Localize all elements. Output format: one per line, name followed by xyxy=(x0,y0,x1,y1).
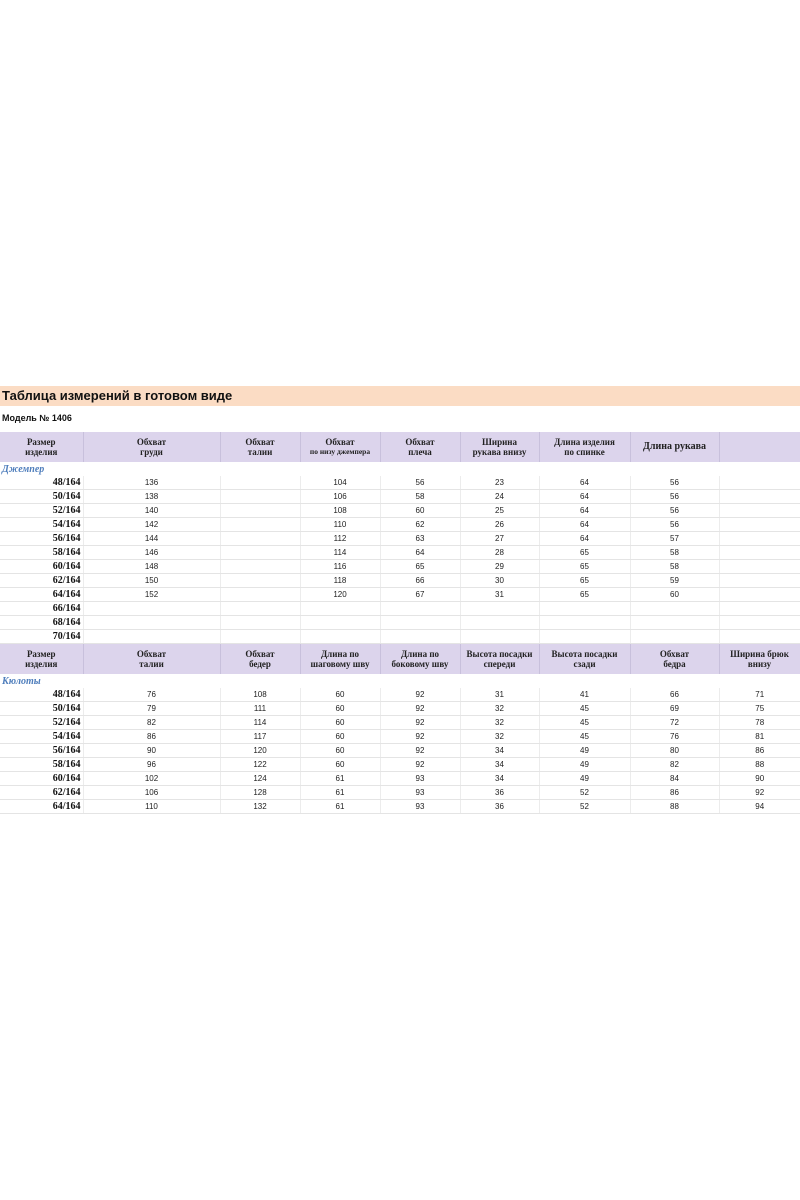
value-cell xyxy=(719,518,800,532)
table-row xyxy=(0,476,800,490)
culottes-header-cell xyxy=(719,644,800,675)
value-cell: 41 xyxy=(539,688,630,702)
value-cell xyxy=(300,602,380,616)
value-cell: 60 xyxy=(300,702,380,716)
value-cell xyxy=(719,532,800,546)
value-cell: 110 xyxy=(83,800,220,814)
culottes-header-cell xyxy=(630,644,719,675)
value-cell: 75 xyxy=(719,702,800,716)
value-cell: 124 xyxy=(220,772,300,786)
value-cell: 92 xyxy=(380,716,460,730)
culottes-header-cell xyxy=(0,644,83,675)
value-cell: 64 xyxy=(539,518,630,532)
value-cell: 128 xyxy=(220,786,300,800)
value-cell: 108 xyxy=(220,688,300,702)
value-cell: 104 xyxy=(300,476,380,490)
value-cell: 61 xyxy=(300,800,380,814)
value-cell xyxy=(539,602,630,616)
value-cell: 64 xyxy=(539,490,630,504)
culottes-header-line: боковому шву xyxy=(391,659,449,669)
jumper-header-row xyxy=(0,432,800,462)
value-cell: 110 xyxy=(300,518,380,532)
value-cell: 80 xyxy=(630,744,719,758)
value-cell: 27 xyxy=(460,532,539,546)
value-cell xyxy=(220,504,300,518)
value-cell: 71 xyxy=(719,688,800,702)
value-cell xyxy=(380,630,460,644)
jumper-header-cell xyxy=(0,432,83,462)
size-cell: 64/164 xyxy=(0,588,83,602)
value-cell: 60 xyxy=(300,758,380,772)
value-cell: 32 xyxy=(460,716,539,730)
value-cell: 106 xyxy=(300,490,380,504)
jumper-header-line: Длина изделия xyxy=(554,437,615,447)
value-cell xyxy=(460,630,539,644)
value-cell: 66 xyxy=(380,574,460,588)
value-cell: 76 xyxy=(83,688,220,702)
culottes-header-line: Обхват xyxy=(245,649,275,659)
size-cell: 54/164 xyxy=(0,518,83,532)
value-cell: 45 xyxy=(539,702,630,716)
size-cell: 68/164 xyxy=(0,616,83,630)
value-cell: 36 xyxy=(460,786,539,800)
culottes-header-line: шаговому шву xyxy=(310,659,370,669)
value-cell: 49 xyxy=(539,744,630,758)
value-cell: 65 xyxy=(539,574,630,588)
culottes-header-line: изделия xyxy=(25,659,58,669)
culottes-header-line: Обхват xyxy=(659,649,690,659)
table-row xyxy=(0,630,800,644)
table-row xyxy=(0,702,800,716)
value-cell: 72 xyxy=(630,716,719,730)
size-cell: 66/164 xyxy=(0,602,83,616)
value-cell xyxy=(719,602,800,616)
culottes-header-line: бедер xyxy=(249,659,271,669)
value-cell: 60 xyxy=(630,588,719,602)
value-cell: 138 xyxy=(83,490,220,504)
value-cell xyxy=(220,476,300,490)
value-cell: 146 xyxy=(83,546,220,560)
jumper-header-line: Обхват xyxy=(405,437,435,447)
value-cell: 82 xyxy=(83,716,220,730)
value-cell: 79 xyxy=(83,702,220,716)
value-cell xyxy=(719,546,800,560)
value-cell: 60 xyxy=(300,716,380,730)
jumper-header-line: рукава внизу xyxy=(472,447,527,457)
jumper-header-line: Обхват xyxy=(136,437,167,447)
table-row xyxy=(0,490,800,504)
measurement-sheet xyxy=(0,386,800,814)
jumper-header-cell xyxy=(630,432,719,462)
value-cell: 86 xyxy=(83,730,220,744)
value-cell xyxy=(220,518,300,532)
value-cell: 66 xyxy=(630,688,719,702)
jumper-header-line: Обхват xyxy=(325,437,355,447)
sheet-title: Таблица измерений в готовом виде xyxy=(0,386,800,406)
value-cell xyxy=(83,630,220,644)
table-row xyxy=(0,744,800,758)
size-cell: 48/164 xyxy=(0,476,83,490)
size-cell: 58/164 xyxy=(0,758,83,772)
culottes-header-cell xyxy=(300,644,380,675)
culottes-header-line: внизу xyxy=(747,659,772,669)
value-cell: 59 xyxy=(630,574,719,588)
value-cell: 56 xyxy=(630,476,719,490)
value-cell: 136 xyxy=(83,476,220,490)
value-cell xyxy=(220,602,300,616)
value-cell: 60 xyxy=(300,688,380,702)
value-cell: 82 xyxy=(630,758,719,772)
value-cell: 122 xyxy=(220,758,300,772)
value-cell: 140 xyxy=(83,504,220,518)
table-row xyxy=(0,532,800,546)
value-cell: 32 xyxy=(460,730,539,744)
value-cell: 58 xyxy=(630,560,719,574)
culottes-header-line: Длина по xyxy=(320,649,360,659)
measurement-table xyxy=(0,432,800,814)
culottes-header-line: талии xyxy=(139,659,164,669)
value-cell: 23 xyxy=(460,476,539,490)
value-cell: 56 xyxy=(630,504,719,518)
table-row xyxy=(0,758,800,772)
value-cell: 114 xyxy=(300,546,380,560)
value-cell: 90 xyxy=(719,772,800,786)
value-cell: 34 xyxy=(460,758,539,772)
culottes-header-line: Высота посадки xyxy=(466,649,533,659)
value-cell: 49 xyxy=(539,758,630,772)
jumper-header-line: по спинке xyxy=(564,447,605,457)
culottes-header-line: Длина по xyxy=(400,649,440,659)
value-cell: 90 xyxy=(83,744,220,758)
value-cell: 92 xyxy=(380,744,460,758)
value-cell xyxy=(719,588,800,602)
value-cell: 56 xyxy=(380,476,460,490)
value-cell: 81 xyxy=(719,730,800,744)
value-cell: 61 xyxy=(300,786,380,800)
table-row xyxy=(0,616,800,630)
value-cell: 34 xyxy=(460,744,539,758)
value-cell: 64 xyxy=(539,532,630,546)
size-cell: 50/164 xyxy=(0,702,83,716)
jumper-category-label: Джемпер xyxy=(2,463,45,475)
value-cell: 65 xyxy=(539,560,630,574)
value-cell: 117 xyxy=(220,730,300,744)
table-row xyxy=(0,772,800,786)
value-cell: 24 xyxy=(460,490,539,504)
value-cell: 102 xyxy=(83,772,220,786)
size-cell: 70/164 xyxy=(0,630,83,644)
jumper-header-line: талии xyxy=(247,447,273,457)
value-cell: 78 xyxy=(719,716,800,730)
culottes-header-line: Размер xyxy=(26,649,56,659)
value-cell: 32 xyxy=(460,702,539,716)
size-cell: 60/164 xyxy=(0,772,83,786)
value-cell xyxy=(719,616,800,630)
size-cell: 56/164 xyxy=(0,532,83,546)
value-cell: 144 xyxy=(83,532,220,546)
value-cell: 36 xyxy=(460,800,539,814)
value-cell xyxy=(630,630,719,644)
value-cell xyxy=(220,532,300,546)
size-cell: 62/164 xyxy=(0,574,83,588)
size-cell: 60/164 xyxy=(0,560,83,574)
value-cell: 62 xyxy=(380,518,460,532)
size-cell: 62/164 xyxy=(0,786,83,800)
culottes-header-line: бедра xyxy=(663,659,686,669)
value-cell: 69 xyxy=(630,702,719,716)
size-cell: 48/164 xyxy=(0,688,83,702)
value-cell: 63 xyxy=(380,532,460,546)
jumper-header-cell xyxy=(300,432,380,462)
culottes-header-line: Высота посадки xyxy=(551,649,618,659)
table-row xyxy=(0,716,800,730)
size-cell: 54/164 xyxy=(0,730,83,744)
value-cell xyxy=(719,574,800,588)
value-cell: 67 xyxy=(380,588,460,602)
table-row xyxy=(0,560,800,574)
value-cell xyxy=(83,616,220,630)
jumper-header-cell xyxy=(83,432,220,462)
value-cell: 45 xyxy=(539,716,630,730)
value-cell: 150 xyxy=(83,574,220,588)
value-cell xyxy=(380,616,460,630)
value-cell: 31 xyxy=(460,688,539,702)
value-cell: 56 xyxy=(630,490,719,504)
culottes-header-cell xyxy=(220,644,300,675)
value-cell xyxy=(300,616,380,630)
size-cell: 52/164 xyxy=(0,716,83,730)
value-cell: 148 xyxy=(83,560,220,574)
jumper-header-line: Ширина xyxy=(482,437,517,447)
value-cell xyxy=(719,490,800,504)
jumper-header-line: по низу джемпера xyxy=(309,447,371,456)
table-row xyxy=(0,800,800,814)
jumper-header-cell xyxy=(220,432,300,462)
value-cell: 57 xyxy=(630,532,719,546)
value-cell: 152 xyxy=(83,588,220,602)
culottes-header-cell xyxy=(83,644,220,675)
value-cell: 60 xyxy=(300,744,380,758)
culottes-header-cell xyxy=(460,644,539,675)
value-cell: 142 xyxy=(83,518,220,532)
size-cell: 50/164 xyxy=(0,490,83,504)
size-cell: 58/164 xyxy=(0,546,83,560)
value-cell: 65 xyxy=(380,560,460,574)
value-cell xyxy=(220,574,300,588)
value-cell: 45 xyxy=(539,730,630,744)
value-cell: 93 xyxy=(380,786,460,800)
value-cell: 92 xyxy=(380,702,460,716)
value-cell xyxy=(380,602,460,616)
value-cell: 64 xyxy=(539,476,630,490)
jumper-header-line: изделия xyxy=(25,447,58,457)
value-cell: 111 xyxy=(220,702,300,716)
table-row xyxy=(0,504,800,518)
table-row xyxy=(0,588,800,602)
culottes-header-line: сзади xyxy=(573,659,596,669)
value-cell: 34 xyxy=(460,772,539,786)
value-cell: 114 xyxy=(220,716,300,730)
value-cell xyxy=(220,560,300,574)
table-row xyxy=(0,602,800,616)
value-cell: 64 xyxy=(539,504,630,518)
value-cell xyxy=(220,490,300,504)
table-row xyxy=(0,688,800,702)
table-row xyxy=(0,546,800,560)
value-cell: 132 xyxy=(220,800,300,814)
value-cell: 64 xyxy=(380,546,460,560)
culottes-header-line: Обхват xyxy=(136,649,167,659)
value-cell xyxy=(539,616,630,630)
value-cell xyxy=(300,630,380,644)
table-row xyxy=(0,730,800,744)
value-cell: 92 xyxy=(719,786,800,800)
value-cell xyxy=(220,630,300,644)
value-cell: 86 xyxy=(630,786,719,800)
value-cell: 88 xyxy=(719,758,800,772)
size-cell: 64/164 xyxy=(0,800,83,814)
value-cell: 52 xyxy=(539,800,630,814)
jumper-header-line: Длина рукава xyxy=(643,441,706,452)
table-row xyxy=(0,574,800,588)
value-cell: 28 xyxy=(460,546,539,560)
value-cell: 84 xyxy=(630,772,719,786)
culottes-header-cell xyxy=(539,644,630,675)
value-cell xyxy=(539,630,630,644)
size-cell: 52/164 xyxy=(0,504,83,518)
value-cell: 60 xyxy=(380,504,460,518)
value-cell: 65 xyxy=(539,546,630,560)
table-row xyxy=(0,518,800,532)
value-cell: 93 xyxy=(380,772,460,786)
value-cell: 92 xyxy=(380,730,460,744)
value-cell xyxy=(220,616,300,630)
culottes-header-line: Ширина брюк xyxy=(730,649,789,659)
value-cell: 120 xyxy=(220,744,300,758)
value-cell xyxy=(460,602,539,616)
value-cell xyxy=(630,616,719,630)
culottes-header-line: спереди xyxy=(483,659,516,669)
value-cell xyxy=(719,476,800,490)
value-cell: 60 xyxy=(300,730,380,744)
value-cell xyxy=(460,616,539,630)
value-cell: 88 xyxy=(630,800,719,814)
value-cell: 112 xyxy=(300,532,380,546)
value-cell: 25 xyxy=(460,504,539,518)
culottes-header-cell xyxy=(380,644,460,675)
culottes-header-row xyxy=(0,644,800,675)
value-cell: 30 xyxy=(460,574,539,588)
value-cell: 96 xyxy=(83,758,220,772)
value-cell: 61 xyxy=(300,772,380,786)
value-cell: 76 xyxy=(630,730,719,744)
value-cell: 58 xyxy=(380,490,460,504)
value-cell: 58 xyxy=(630,546,719,560)
jumper-header-cell xyxy=(460,432,539,462)
value-cell: 92 xyxy=(380,688,460,702)
value-cell: 94 xyxy=(719,800,800,814)
jumper-header-cell xyxy=(380,432,460,462)
jumper-header-cell xyxy=(539,432,630,462)
value-cell: 120 xyxy=(300,588,380,602)
value-cell: 92 xyxy=(380,758,460,772)
value-cell: 93 xyxy=(380,800,460,814)
model-number: Модель № 1406 xyxy=(2,413,72,423)
value-cell xyxy=(719,504,800,518)
value-cell: 108 xyxy=(300,504,380,518)
size-cell: 56/164 xyxy=(0,744,83,758)
value-cell xyxy=(630,602,719,616)
jumper-header-cell xyxy=(719,432,800,462)
table-row xyxy=(0,786,800,800)
value-cell: 29 xyxy=(460,560,539,574)
jumper-header-line: Обхват xyxy=(245,437,275,447)
jumper-header-line: Размер xyxy=(26,437,56,447)
value-cell: 106 xyxy=(83,786,220,800)
value-cell xyxy=(220,546,300,560)
value-cell: 26 xyxy=(460,518,539,532)
culottes-category-label: Кюлоты xyxy=(2,675,41,687)
value-cell: 52 xyxy=(539,786,630,800)
value-cell xyxy=(719,630,800,644)
value-cell xyxy=(83,602,220,616)
value-cell: 116 xyxy=(300,560,380,574)
value-cell: 31 xyxy=(460,588,539,602)
jumper-header-line: груди xyxy=(140,447,163,457)
value-cell: 65 xyxy=(539,588,630,602)
value-cell: 118 xyxy=(300,574,380,588)
value-cell: 49 xyxy=(539,772,630,786)
value-cell xyxy=(719,560,800,574)
value-cell xyxy=(220,588,300,602)
jumper-header-line: плеча xyxy=(408,447,432,457)
value-cell: 56 xyxy=(630,518,719,532)
value-cell: 86 xyxy=(719,744,800,758)
